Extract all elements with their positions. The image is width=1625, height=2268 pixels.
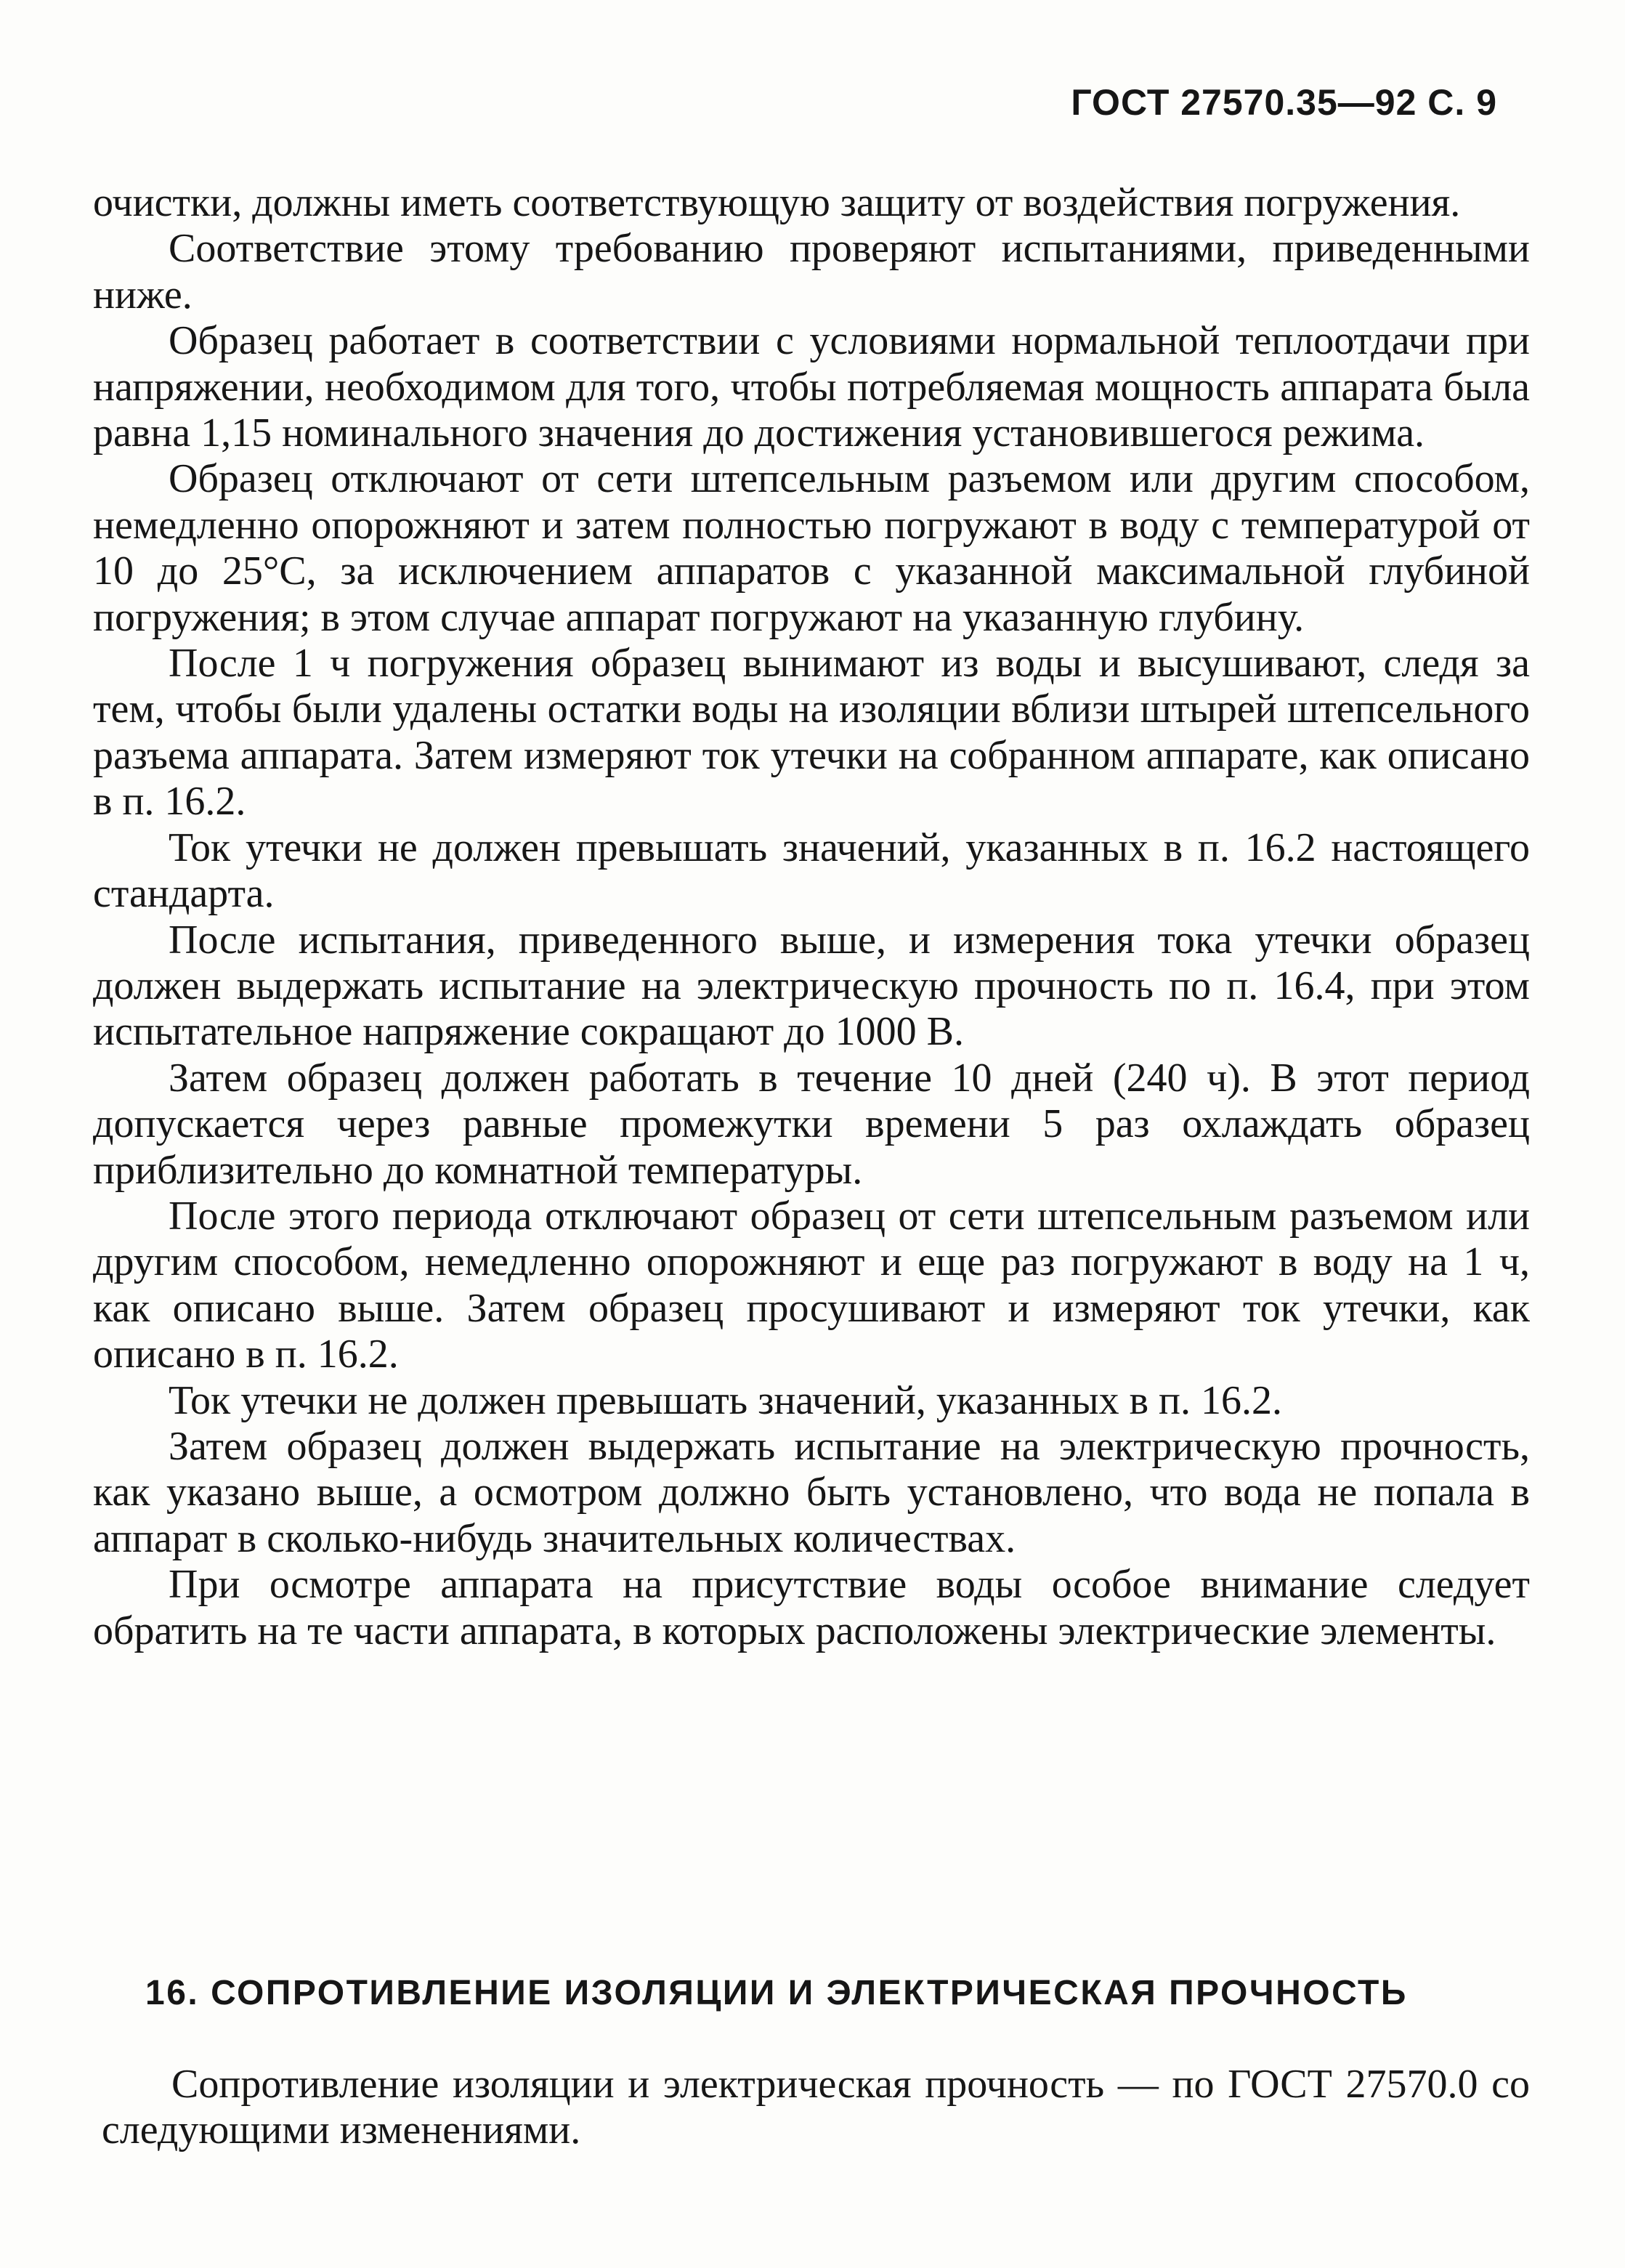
paragraph-electric-strength: После испытания, приведенного выше, и измерения тока утечки образец должен выдержать испытание на электрическую прочность по п. 16.4, при этом испытательное напряжение сокращают до 1000 В. [93,917,1530,1055]
paragraph-continuation: очистки, должны иметь соответствующую защиту от воздействия погружения. [93,180,1461,225]
paragraph-operation-period: Затем образец должен работать в течение 10 дней (240 ч). В этот период допускается через равные промежутки времени 5 раз охлаждать образец приблизительно до комнатной температуры. [93,1055,1530,1193]
paragraph-inspection-attention: При осмотре аппарата на присутствие воды особое внимание следует обратить на те части аппарата, в которых расположены электрические элементы. [93,1562,1530,1653]
running-header: ГОСТ 27570.35—92 С. 9 [1071,82,1497,123]
section-intro: Сопротивление изоляции и электрическая прочность — по ГОСТ 27570.0 со следующими изменениями. [102,2062,1530,2153]
section-heading: 16. СОПРОТИВЛЕНИЕ ИЗОЛЯЦИИ И ЭЛЕКТРИЧЕСКАЯ ПРОЧНОСТЬ [145,1974,1408,2012]
paragraph-repeat-immersion: После этого периода отключают образец от сети штепсельным разъемом или другим способом, немедленно опорожняют и еще раз погружают в воду на 1 ч, как описано выше. Затем образец просушивают и измеряют ток утечки, как описано в п. 16.2. [93,1193,1530,1377]
paragraph-leakage-limit-repeat: Ток утечки не должен превышать значений, указанных в п. 16.2. [169,1377,1282,1423]
paragraph-final-inspection: Затем образец должен выдержать испытание на электрическую прочность, как указано выше, а осмотром должно быть установлено, что вода не попала в аппарат в сколько-нибудь значительных количествах. [93,1423,1530,1561]
paragraph-immersion: Образец отключают от сети штепсельным разъемом или другим способом, немедленно опорожняют и затем полностью погружают в воду с температурой от 10 до 25°С, за исключением аппаратов с указанной максимальной глубиной погружения; в этом случае аппарат погружают на указанную глубину. [93,456,1530,640]
paragraph-leakage-limit: Ток утечки не должен превышать значений, указанных в п. 16.2 настоящего стандарта. [93,825,1530,917]
paragraph-compliance-check: Соответствие этому требованию проверяют испытаниями, приведенными ниже. [93,226,1530,317]
paragraph-drying: После 1 ч погружения образец вынимают из воды и высушивают, следя за тем, чтобы были удалены остатки воды на изоляции вблизи штырей штепсельного разъема аппарата. Затем измеряют ток утечки на собранном аппарате, как описано в п. 16.2. [93,641,1530,825]
body-text [93,180,1530,1654]
paragraph-sample-operation: Образец работает в соответствии с условиями нормальной теплоотдачи при напряжении, необходимом для того, чтобы потребляемая мощность аппарата была равна 1,15 номинального значения до достижения установившегося режима. [93,318,1530,456]
